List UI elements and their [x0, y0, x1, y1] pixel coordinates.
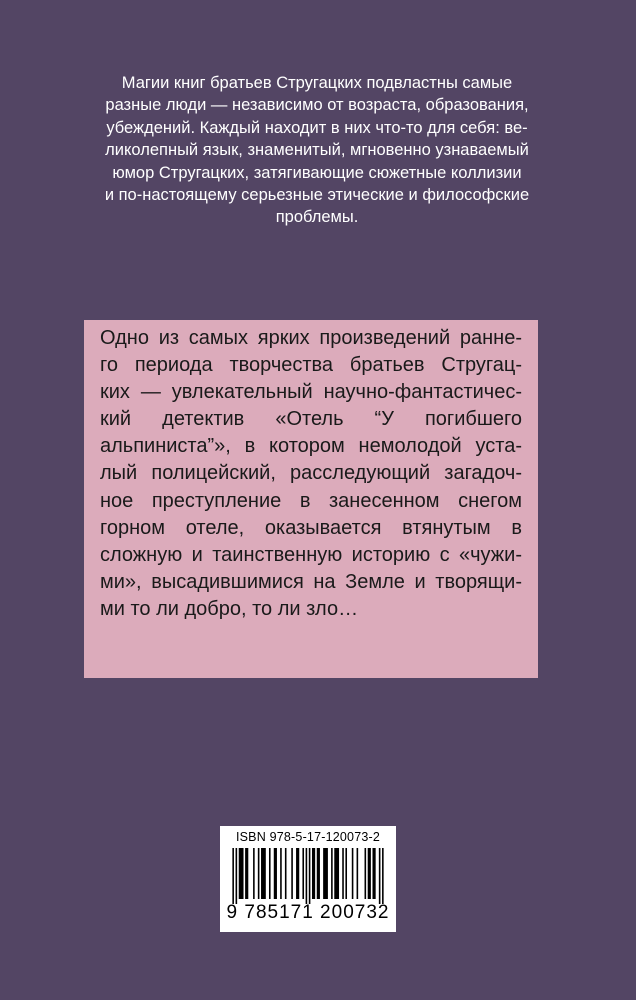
- annotation-line: кий детектив «Отель “У погибшего: [100, 408, 522, 431]
- barcode-bar: [342, 848, 344, 899]
- barcode-bar: [296, 848, 299, 899]
- blurb-line: юмор Стругацких, затягивающие сюжетные коллизии: [112, 163, 522, 182]
- barcode-bar: [312, 848, 315, 899]
- barcode-bar: [379, 848, 381, 904]
- annotation-line: ное преступление в занесенном снегом: [100, 489, 522, 512]
- annotation-line: ми то ли добро, то ли зло…: [100, 597, 359, 620]
- barcode-bar: [261, 848, 266, 899]
- barcode-bar: [323, 848, 328, 899]
- annotation-line: го периода творчества братьев Стругац-: [100, 354, 522, 377]
- annotation-line: ких — увлекательный научно-фантастичес-: [100, 381, 522, 404]
- barcode-bar: [291, 848, 293, 899]
- blurb-line: разные люди — независимо от возраста, образования,: [105, 96, 529, 115]
- barcode-bar: [285, 848, 287, 899]
- annotation-text: [100, 320, 522, 623]
- barcode-bar: [357, 848, 359, 899]
- annotation-line: ми», высадившимися на Земле и творящи-: [100, 570, 522, 593]
- barcode-bar: [232, 848, 234, 904]
- barcode-bar: [331, 848, 333, 899]
- barcode-bar: [345, 848, 347, 899]
- isbn-barcode: [220, 826, 396, 932]
- annotation-line: лый полицейский, расследующий загадоч-: [100, 462, 522, 485]
- barcode-bar: [236, 848, 238, 904]
- annotation-box: [84, 320, 538, 678]
- barcode-bars: [226, 848, 390, 904]
- barcode-bar: [245, 848, 248, 899]
- blurb-text: [84, 72, 550, 229]
- barcode-bar: [382, 848, 384, 904]
- barcode-bar: [334, 848, 339, 899]
- blurb-line: и по-настоящему серьезные этические и философские: [104, 186, 530, 205]
- barcode-bar: [365, 848, 367, 899]
- isbn-label: ISBN 978-5-17-120073-2: [235, 830, 381, 844]
- blurb-line: ликолепный язык, знаменитый, мгновенно узнаваемый: [105, 141, 529, 160]
- barcode-bar: [280, 848, 282, 899]
- barcode-bar: [239, 848, 244, 899]
- blurb-line: проблемы.: [275, 208, 359, 227]
- barcode-bar: [372, 848, 375, 899]
- barcode-bar: [352, 848, 354, 899]
- barcode-bar: [368, 848, 371, 899]
- barcode-bar: [258, 848, 260, 899]
- annotation-line: горном отеле, оказывается втянутым в: [100, 516, 522, 539]
- annotation-line: альпиниста”», в котором немолодой уста-: [100, 435, 522, 458]
- barcode-bar: [274, 848, 277, 899]
- annotation-line: сложную и таинственную историю с «чужи-: [100, 543, 522, 566]
- barcode-digits: 9 785171 200732: [226, 902, 390, 923]
- barcode-bar: [309, 848, 311, 904]
- blurb-line: Магии книг братьев Стругацких подвластны самые: [121, 74, 513, 92]
- barcode-bar: [302, 848, 304, 899]
- barcode-bar: [253, 848, 255, 899]
- blurb-line: убеждений. Каждый находит в них что-то для себя: ве-: [106, 118, 528, 137]
- barcode-bar: [269, 848, 271, 899]
- barcode-bar: [317, 848, 320, 899]
- barcode-bar: [306, 848, 308, 904]
- annotation-line: Одно из самых ярких произведений ранне-: [100, 327, 522, 349]
